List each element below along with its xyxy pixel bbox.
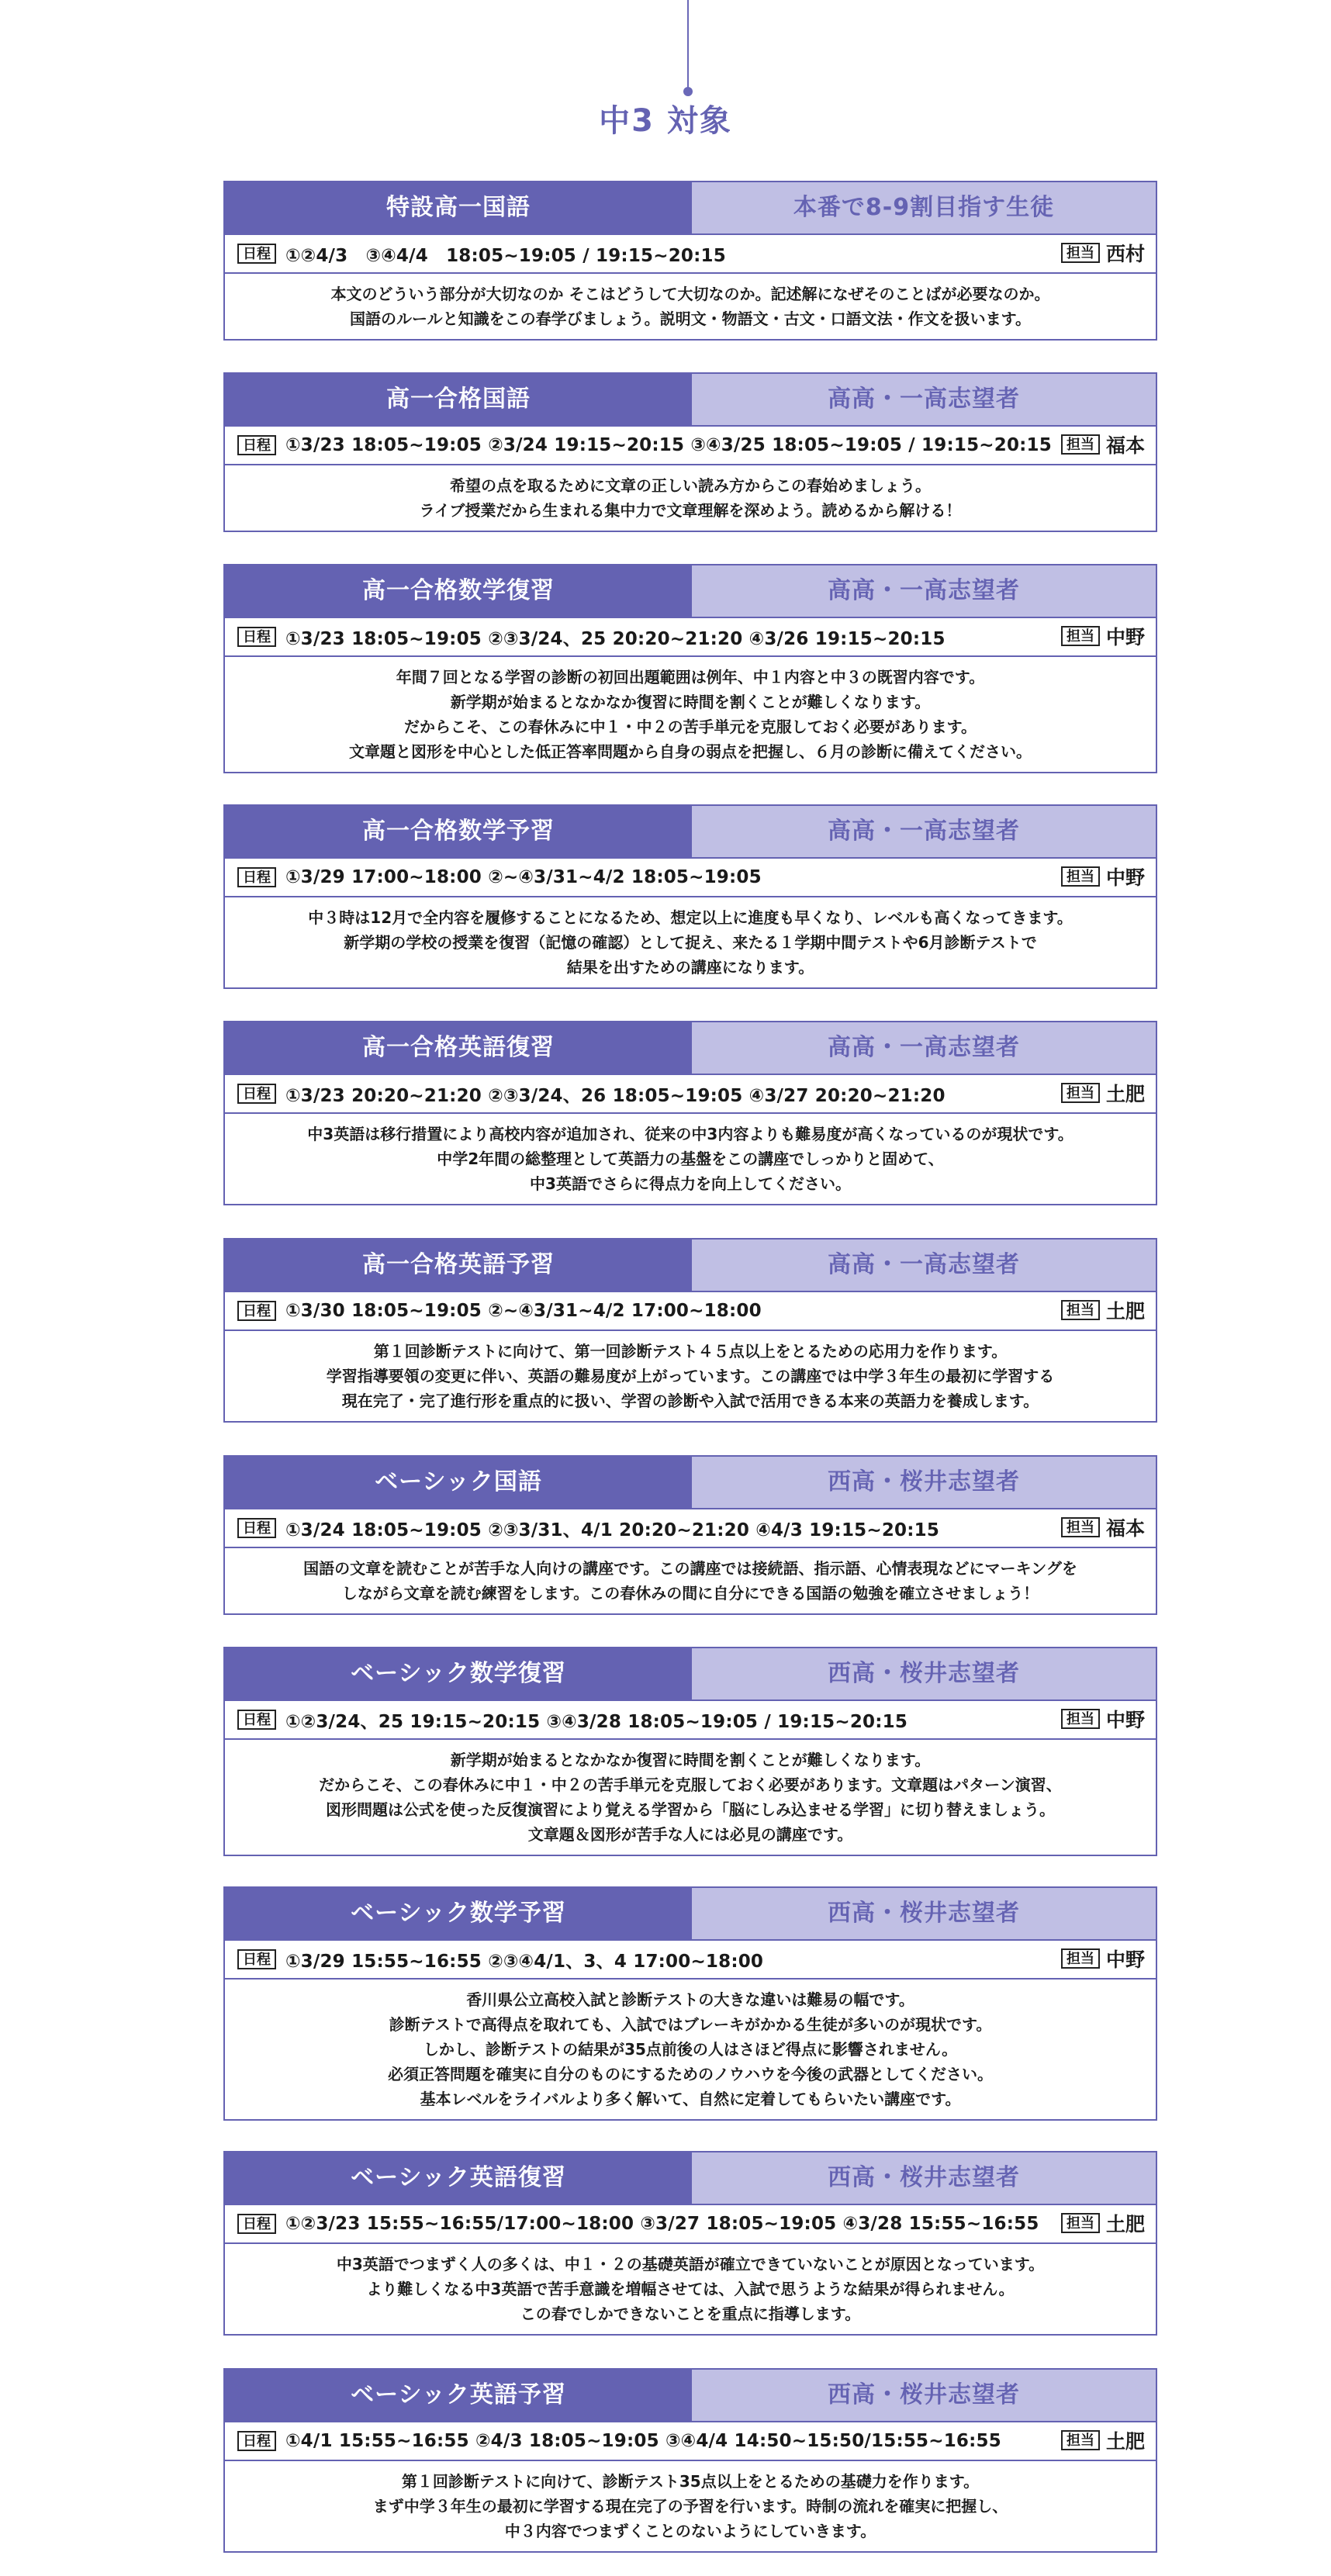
course-card [223, 1647, 1157, 1856]
course-description [223, 2244, 1157, 2336]
schedule-label: 日程 [237, 1710, 276, 1730]
description-line: 文章題と図形を中心とした低正答率問題から自身の弱点を把握し、６月の診断に備えてください。 [349, 742, 1032, 761]
course-header [223, 2368, 1157, 2422]
schedule-text: ①3/30 18:05~19:05 ②~④3/31~4/2 17:00~18:00 [285, 1301, 762, 1321]
connector-line [687, 0, 689, 92]
description-line: この春でしかできないことを重点に指導します。 [520, 2305, 861, 2323]
teacher-block [1061, 235, 1145, 271]
description-line: 香川県公立高校入試と診断テストの大きな違いは難易の幅です。 [466, 1990, 914, 2009]
course-description [223, 1331, 1157, 1423]
description-line: 診断テストで高得点を取れても、入試ではブレーキがかかる生徒が多いのが現状です。 [389, 2015, 992, 2034]
course-card [223, 1886, 1157, 2121]
description-line: 中3英語でつまずく人の多くは、中１・２の基礎英語が確立できていないことが原因となっています。 [336, 2255, 1045, 2273]
course-header [223, 564, 1157, 618]
description-line: 文章題＆図形が苦手な人には必見の講座です。 [527, 1825, 853, 1844]
course-schedule-row [223, 1941, 1157, 1980]
schedule-text: ①3/23 20:20~21:20 ②③3/24、26 18:05~19:05 ④3/27 20:20~21:20 [285, 1085, 946, 1106]
schedule-label: 日程 [237, 435, 276, 455]
teacher-name: 福本 [1105, 434, 1145, 457]
course-schedule-row [223, 235, 1157, 274]
course-target: 高高・一高志望者 [692, 1240, 1156, 1291]
teacher-block [1061, 1701, 1145, 1737]
schedule-label: 日程 [237, 1949, 276, 1969]
course-description [223, 1548, 1157, 1615]
course-header [223, 1455, 1157, 1509]
teacher-name: 中野 [1105, 866, 1145, 889]
teacher-name: 土肥 [1105, 2430, 1145, 2453]
teacher-block [1061, 1509, 1145, 1545]
course-name: ベーシック英語予習 [225, 2370, 692, 2421]
description-line: 基本レベルをライバルより多く解いて、自然に定着してもらいたい講座です。 [420, 2090, 961, 2108]
course-name: ベーシック英語復習 [225, 2152, 692, 2204]
course-target: 高高・一高志望者 [692, 806, 1156, 857]
teacher-name: 土肥 [1105, 1300, 1145, 1323]
description-line: 国語のルールと知識をこの春学びましょう。説明文・物語文・古文・口語文法・作文を扱います。 [350, 309, 1031, 328]
teacher-name: 土肥 [1105, 2213, 1145, 2235]
course-name: ベーシック数学予習 [225, 1888, 692, 1939]
course-header [223, 1238, 1157, 1292]
course-card [223, 1455, 1157, 1615]
teacher-label: 担当 [1061, 434, 1100, 455]
teacher-label: 担当 [1061, 1948, 1100, 1969]
teacher-block [1061, 1075, 1145, 1111]
schedule-text: ①4/1 15:55~16:55 ②4/3 18:05~19:05 ③④4/4 14:50~15:50/15:55~16:55 [285, 2431, 1001, 2451]
teacher-block [1061, 1292, 1145, 1328]
course-card [223, 181, 1157, 341]
course-description [223, 2461, 1157, 2553]
course-card [223, 804, 1157, 989]
course-card [223, 1021, 1157, 1205]
course-target: 西高・桜井志望者 [692, 2370, 1156, 2421]
schedule-label: 日程 [237, 244, 276, 264]
teacher-name: 土肥 [1105, 1083, 1145, 1105]
course-schedule-row [223, 1701, 1157, 1740]
course-header [223, 804, 1157, 859]
schedule-text: ①3/23 18:05~19:05 ②③3/24、25 20:20~21:20 ④3/26 19:15~20:15 [285, 628, 946, 649]
course-name: 特設高一国語 [225, 182, 692, 233]
schedule-label: 日程 [237, 2431, 276, 2451]
course-description [223, 657, 1157, 773]
course-schedule-row [223, 618, 1157, 657]
teacher-label: 担当 [1061, 626, 1100, 646]
description-line: 中３時は12月で全内容を履修することになるため、想定以上に進度も早くなり、レベルも高くなってきます。 [308, 908, 1073, 927]
description-line: 中学2年間の総整理として英語力の基盤をこの講座でしっかりと固めて、 [437, 1150, 944, 1168]
description-line: 結果を出すための講座になります。 [566, 958, 814, 977]
teacher-block [1061, 859, 1145, 894]
course-target: 西高・桜井志望者 [692, 1457, 1156, 1508]
description-line: 年間７回となる学習の診断の初回出題範囲は例年、中１内容と中３の既習内容です。 [396, 668, 985, 686]
description-line: しかし、診断テストの結果が35点前後の人はさほど得点に影響されません。 [423, 2040, 958, 2059]
teacher-block [1061, 618, 1145, 654]
description-line: 図形問題は公式を使った反復演習により覚える学習から「脳にしみ込ませる学習」に切り替えましょう。 [326, 1800, 1055, 1819]
course-schedule-row [223, 1075, 1157, 1114]
course-schedule-row [223, 427, 1157, 465]
section-title: 中3 対象 [599, 103, 732, 139]
schedule-text: ①3/23 18:05~19:05 ②3/24 19:15~20:15 ③④3/25 18:05~19:05 / 19:15~20:15 [285, 435, 1052, 455]
description-line: 国語の文章を読むことが苦手な人向けの講座です。この講座では接続語、指示語、心情表現などにマーキングを [303, 1559, 1077, 1578]
schedule-text: ①3/29 15:55~16:55 ②③④4/1、3、4 17:00~18:00 [285, 1951, 764, 1972]
teacher-label: 担当 [1061, 1083, 1100, 1103]
course-name: 高一合格数学予習 [225, 806, 692, 857]
course-header [223, 1021, 1157, 1075]
course-header [223, 181, 1157, 235]
course-schedule-row [223, 2422, 1157, 2461]
teacher-block [1061, 2205, 1145, 2241]
description-line: 中３内容でつまずくことのないようにしていきます。 [504, 2522, 876, 2540]
teacher-label: 担当 [1061, 2213, 1100, 2233]
teacher-label: 担当 [1061, 1709, 1100, 1729]
course-card [223, 372, 1157, 532]
course-name: 高一合格英語予習 [225, 1240, 692, 1291]
schedule-label: 日程 [237, 1084, 276, 1104]
course-target: 本番で8-9割目指す生徒 [692, 182, 1156, 233]
course-target: 高高・一高志望者 [692, 374, 1156, 425]
teacher-label: 担当 [1061, 1517, 1100, 1537]
course-card [223, 1238, 1157, 1423]
course-target: 西高・桜井志望者 [692, 1648, 1156, 1699]
course-target: 西高・桜井志望者 [692, 1888, 1156, 1939]
course-schedule-row [223, 1292, 1157, 1331]
teacher-name: 中野 [1105, 1948, 1145, 1971]
connector-dot [683, 87, 693, 96]
description-line: 中3英語は移行措置により高校内容が追加され、従来の中3内容よりも難易度が高くなっているのが現状です。 [307, 1125, 1073, 1143]
description-line: より難しくなる中3英語で苦手意識を増幅させては、入試で思うような結果が得られません。 [366, 2280, 1015, 2298]
course-card [223, 2368, 1157, 2553]
description-line: 新学期の学校の授業を復習（記憶の確認）として捉え、来たる１学期中間テストや6月診断テストで [344, 933, 1037, 952]
description-line: 学習指導要領の変更に伴い、英語の難易度が上がっています。この講座では中学３年生の最初に学習する [326, 1367, 1055, 1385]
course-header [223, 1886, 1157, 1941]
teacher-name: 西村 [1105, 243, 1145, 265]
course-name: ベーシック国語 [225, 1457, 692, 1508]
schedule-label: 日程 [237, 1301, 276, 1321]
course-card [223, 564, 1157, 773]
description-line: 現在完了・完了進行形を重点的に扱い、学習の診断や入試で活用できる本来の英語力を養成します。 [341, 1392, 1039, 1410]
course-header [223, 372, 1157, 427]
course-target: 西高・桜井志望者 [692, 2152, 1156, 2204]
teacher-label: 担当 [1061, 866, 1100, 887]
schedule-text: ①3/24 18:05~19:05 ②③3/31、4/1 20:20~21:20 ④4/3 19:15~20:15 [285, 1520, 940, 1540]
course-header [223, 2151, 1157, 2205]
course-card [223, 2151, 1157, 2336]
course-description [223, 897, 1157, 989]
course-description [223, 465, 1157, 532]
course-header [223, 1647, 1157, 1701]
description-line: 必須正答問題を確実に自分のものにするためのノウハウを今後の武器としてください。 [388, 2065, 993, 2083]
teacher-block [1061, 2422, 1145, 2458]
course-description [223, 1114, 1157, 1205]
course-schedule-row [223, 2205, 1157, 2244]
schedule-text: ①②3/24、25 19:15~20:15 ③④3/28 18:05~19:05 / 19:15~20:15 [285, 1711, 908, 1732]
description-line: 中3英語でさらに得点力を向上してください。 [530, 1174, 851, 1193]
description-line: 希望の点を取るために文章の正しい読み方からこの春始めましょう。 [450, 476, 931, 495]
schedule-text: ①3/29 17:00~18:00 ②~④3/31~4/2 18:05~19:05 [285, 867, 762, 887]
description-line: 本文のどういう部分が大切なのか そこはどうして大切なのか。記述解になぜそのことばが必要なのか。 [330, 285, 1050, 303]
course-target: 高高・一高志望者 [692, 1022, 1156, 1074]
description-line: 新学期が始まるとなかなか復習に時間を割くことが難しくなります。 [450, 693, 931, 711]
schedule-label: 日程 [237, 1518, 276, 1538]
teacher-label: 担当 [1061, 2430, 1100, 2450]
course-schedule-row [223, 859, 1157, 897]
course-name: 高一合格国語 [225, 374, 692, 425]
schedule-text: ①②4/3 ③④4/4 18:05~19:05 / 19:15~20:15 [285, 245, 726, 266]
teacher-block [1061, 427, 1145, 462]
teacher-label: 担当 [1061, 1300, 1100, 1320]
description-line: 第１回診断テストに向けて、診断テスト35点以上をとるための基礎力を作ります。 [401, 2472, 980, 2491]
course-name: 高一合格英語復習 [225, 1022, 692, 1074]
teacher-name: 中野 [1105, 1709, 1145, 1731]
description-line: だからこそ、この春休みに中１・中２の苦手単元を克服しておく必要があります。 [404, 717, 977, 736]
description-line: 新学期が始まるとなかなか復習に時間を割くことが難しくなります。 [450, 1751, 931, 1769]
description-line: まず中学３年生の最初に学習する現在完了の予習を行います。時制の流れを確実に把握し、 [372, 2497, 1008, 2515]
course-description [223, 274, 1157, 341]
schedule-text: ①②3/23 15:55~16:55/17:00~18:00 ③3/27 18:05~19:05 ④3/28 15:55~16:55 [285, 2214, 1039, 2234]
schedule-label: 日程 [237, 2214, 276, 2234]
description-line: しながら文章を読む練習をします。この春休みの間に自分にできる国語の勉強を確立させましょう！ [341, 1584, 1039, 1603]
description-line: だからこそ、この春休みに中１・中２の苦手単元を克服しておく必要があります。文章題はパターン演習、 [319, 1776, 1062, 1794]
teacher-block [1061, 1941, 1145, 1976]
teacher-label: 担当 [1061, 243, 1100, 263]
course-schedule-row [223, 1509, 1157, 1548]
description-line: 第１回診断テストに向けて、第一回診断テスト４５点以上をとるための応用力を作ります。 [373, 1342, 1008, 1361]
teacher-name: 福本 [1105, 1517, 1145, 1540]
schedule-label: 日程 [237, 627, 276, 647]
course-description [223, 1740, 1157, 1856]
description-line: ライブ授業だから生まれる集中力で文章理解を深めよう。読めるから解ける！ [419, 501, 962, 520]
course-target: 高高・一高志望者 [692, 565, 1156, 617]
course-description [223, 1980, 1157, 2121]
schedule-label: 日程 [237, 867, 276, 887]
course-name: 高一合格数学復習 [225, 565, 692, 617]
course-name: ベーシック数学復習 [225, 1648, 692, 1699]
teacher-name: 中野 [1105, 626, 1145, 648]
